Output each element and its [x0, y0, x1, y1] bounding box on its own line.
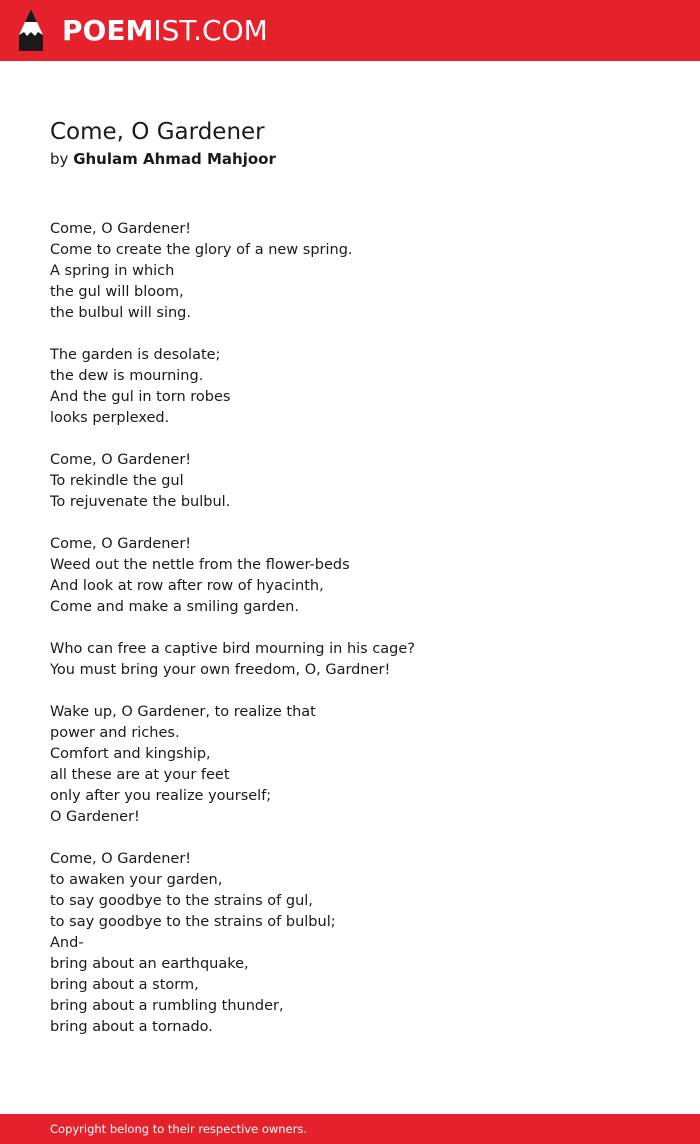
poem-line: to awaken your garden,: [50, 872, 223, 888]
poem-line: to say goodbye to the strains of gul,: [50, 893, 313, 909]
poem-line: Come and make a smiling garden.: [50, 599, 299, 615]
poem-line: Come, O Gardener!: [50, 221, 192, 237]
poem-line: looks perplexed.: [50, 410, 170, 426]
poem-stanza: [50, 219, 650, 324]
poem-stanza: [50, 345, 650, 429]
poem-line: bring about a rumbling thunder,: [50, 998, 284, 1014]
poem-line: to say goodbye to the strains of bulbul;: [50, 914, 336, 930]
poem-line: bring about a tornado.: [50, 1019, 213, 1035]
poem-line: Wake up, O Gardener, to realize that: [50, 704, 316, 720]
poem-line: bring about an earthquake,: [50, 956, 249, 972]
poem-line: the bulbul will sing.: [50, 305, 191, 321]
poem-line: Weed out the nettle from the flower-beds: [50, 557, 350, 573]
poem-line: O Gardener!: [50, 809, 140, 825]
author-name[interactable]: Ghulam Ahmad Mahjoor: [73, 150, 276, 168]
poem-stanza: [50, 639, 650, 681]
poem-line: Who can free a captive bird mourning in his cage?: [50, 641, 415, 657]
poem-line: And the gul in torn robes: [50, 389, 231, 405]
poem-line: To rejuvenate the bulbul.: [50, 494, 231, 510]
poem-stanza: [50, 849, 650, 1038]
poem-line: A spring in which: [50, 263, 175, 279]
poem-line: Come to create the glory of a new spring.: [50, 242, 353, 258]
poem-line: all these are at your feet: [50, 767, 230, 783]
site-footer: [0, 1114, 700, 1144]
poem-line: And look at row after row of hyacinth,: [50, 578, 324, 594]
poem-stanza: [50, 702, 650, 828]
poem-line: To rekindle the gul: [50, 473, 184, 489]
poem-line: And-: [50, 935, 84, 951]
copyright-notice: Copyright belong to their respective owners.: [50, 1122, 308, 1136]
poem-line: power and riches.: [50, 725, 180, 741]
poem-line: You must bring your own freedom, O, Gardner!: [50, 662, 391, 678]
poem-line: only after you realize yourself;: [50, 788, 272, 804]
byline: [50, 149, 276, 169]
poem-stanza: [50, 534, 650, 618]
poem-line: Come, O Gardener!: [50, 851, 192, 867]
poem-title: Come, O Gardener: [50, 119, 265, 145]
poem-line: bring about a storm,: [50, 977, 199, 993]
poem-stanza: [50, 450, 650, 513]
pencil-tip-icon[interactable]: [17, 9, 45, 53]
site-logo[interactable]: [62, 13, 268, 49]
poem-line: Come, O Gardener!: [50, 536, 192, 552]
poem-line: the dew is mourning.: [50, 368, 204, 384]
poem-line: Come, O Gardener!: [50, 452, 192, 468]
poem-line: the gul will bloom,: [50, 284, 184, 300]
poem-line: Comfort and kingship,: [50, 746, 211, 762]
brand-bold: POEM: [62, 14, 154, 47]
poem-line: The garden is desolate;: [50, 347, 221, 363]
by-label: by: [50, 150, 69, 168]
brand-light: IST.COM: [153, 14, 268, 47]
site-header: [0, 0, 700, 61]
poem-body: [50, 219, 650, 1059]
